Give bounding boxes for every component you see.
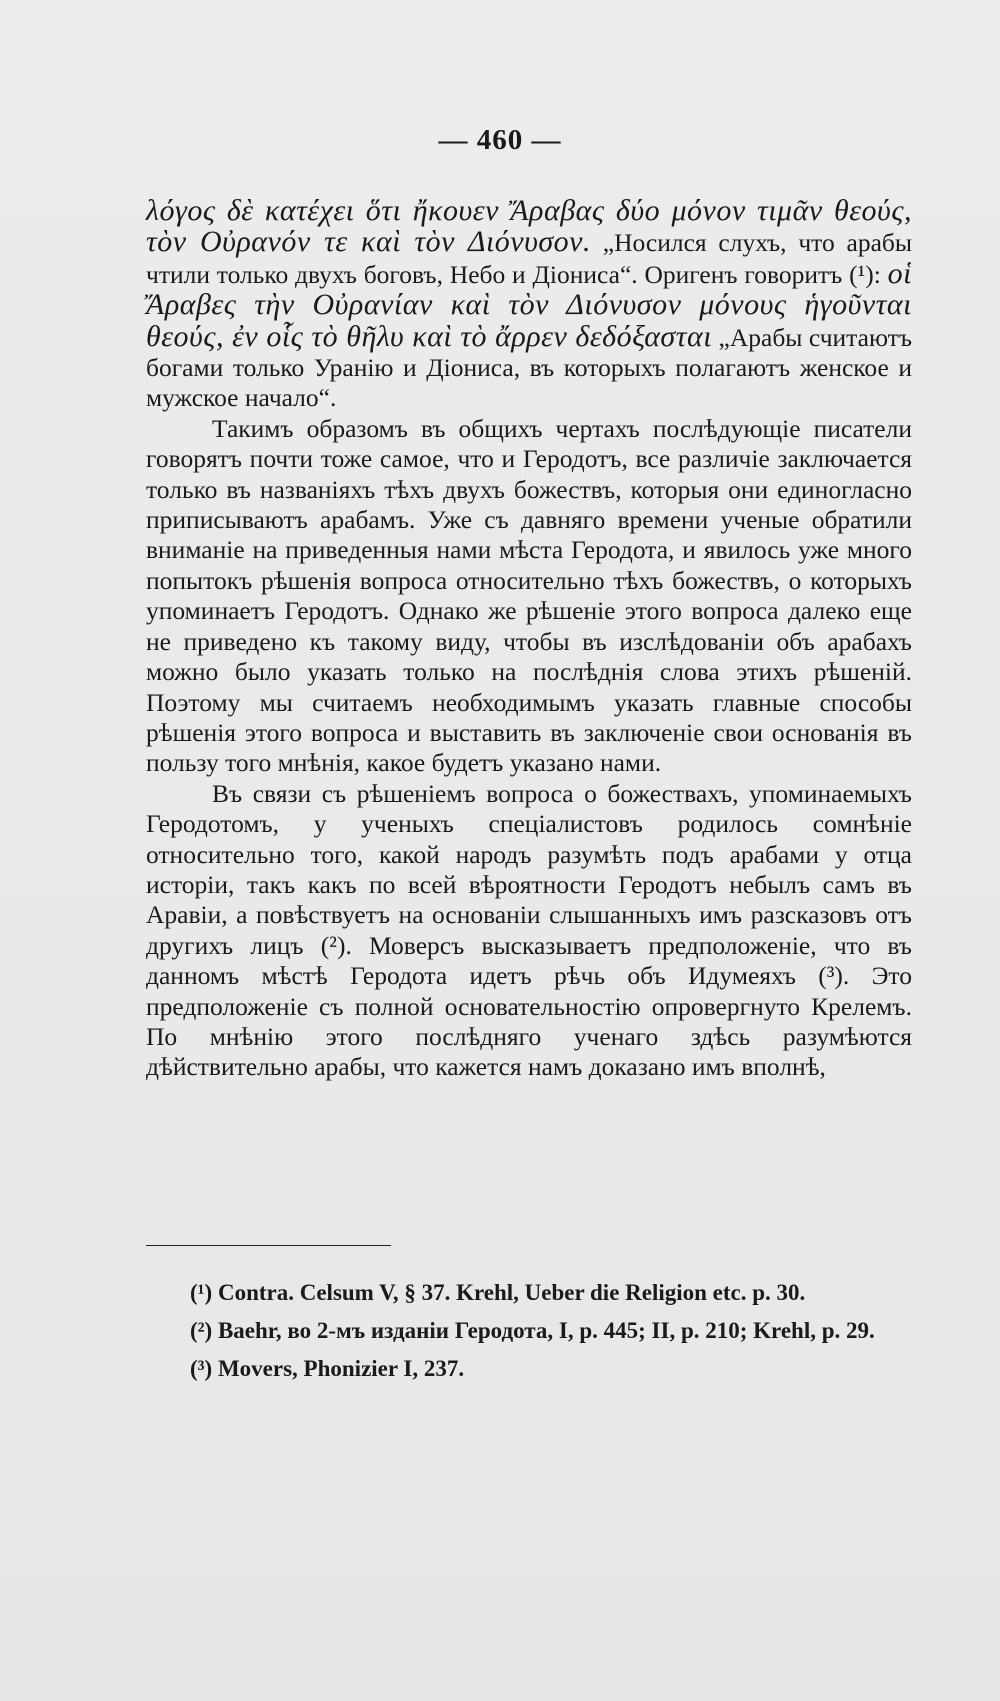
footnotes — [146, 1278, 912, 1392]
page-number: — 460 — — [438, 124, 562, 156]
greek-quote-1: λόγος δὲ κατέχει ὅτι ἤκουεν Ἄραβας δύο μόνον τιμᾶν θεούς, τὸν Οὐρανόν τε καὶ τὸν Διόνυσον. — [146, 194, 912, 259]
translation-2: „Арабы считаютъ богами только Уранію и Діониса, въ которыхъ полагаютъ женское и мужское начало“. — [146, 322, 913, 413]
paragraph-3: Въ связи съ рѣшеніемъ вопроса о божествахъ, упоминаемыхъ Геродотомъ, у ученыхъ спеціалистовъ родилось сомнѣніе относительно того, какой народъ разумѣть подъ арабами у отца исторіи, такъ какъ по всей вѣроятности Геродотъ небылъ самъ въ Аравіи, а повѣствуетъ на основаніи слышанныхъ имъ разсказовъ отъ другихъ лицъ (²). Моверсъ высказываетъ предположеніе, что въ данномъ мѣстѣ Геродота идетъ рѣчь объ Идумеяхъ (³). Это предположеніе съ полной основательностію опровергнуто Крелемъ. По мнѣнію этого послѣдняго ученаго здѣсь разумѣются дѣйствительно арабы, что кажется намъ доказано имъ вполнѣ, — [146, 778, 912, 1082]
footnote-divider — [146, 1245, 391, 1246]
body-text — [146, 196, 912, 1083]
footnote-3: (³) Movers, Phonizier I, 237. — [190, 1356, 465, 1381]
greek-quote-2: οἱ Ἄραβες τὴν Οὐρανίαν καὶ τὸν Διόνυσον μόνους ἡγοῦνται θεούς, ἐν οἷς τὸ θῆλυ καὶ τὸ ἄρρεν δεδόξασται — [146, 256, 912, 353]
translation-1: „Носился слухъ, что арабы чтили только двухъ боговъ, Небо и Діониса“. Оригенъ говоритъ (¹): — [146, 228, 912, 289]
paragraph-2: Такимъ образомъ въ общихъ чертахъ послѣдующіе писатели говорятъ почти тоже самое, что и Геродотъ, все различіе заключается только въ названіяхъ тѣхъ двухъ божествъ, которыя они единогласно приписываютъ арабамъ. Уже съ давняго времени ученые обратили вниманіе на приведенныя нами мѣста Геродота, и явилось уже много попытокъ рѣшенія вопроса относительно тѣхъ божествъ, о которыхъ упоминаетъ Геродотъ. Однако же рѣшеніе этого вопроса далеко еще не приведено къ такому виду, чтобы въ изслѣдованіи объ арабахъ можно было указать только на послѣднія слова этихъ рѣшеній. Поэтому мы считаемъ необходимымъ указать главные способы рѣшенія этого вопроса и выставить въ заключеніе свои основанія въ пользу того мнѣнія, какое будетъ указано нами. — [146, 413, 912, 778]
footnote-2: (²) Baehr, во 2-мъ изданіи Геродота, I, p. 445; II, p. 210; Krehl, p. 29. — [190, 1318, 875, 1343]
paragraph-1 — [146, 196, 912, 414]
footnote-1: (¹) Contra. Celsum V, § 37. Krehl, Ueber die Religion etc. p. 30. — [190, 1280, 806, 1305]
